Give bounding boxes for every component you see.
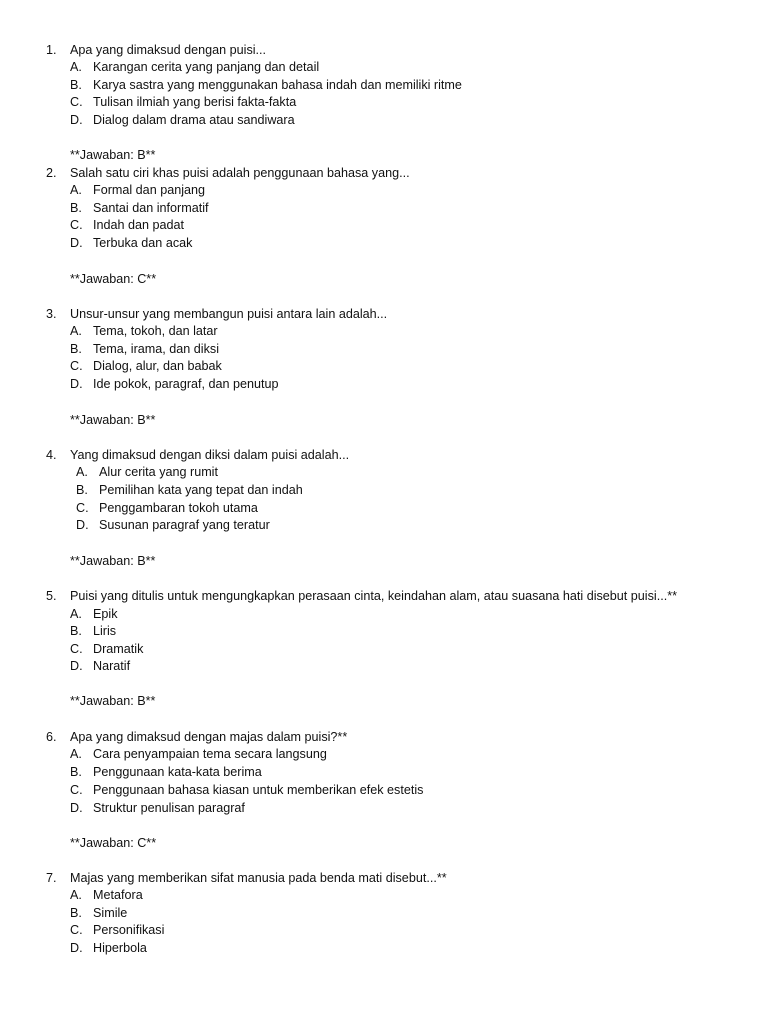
option-text: Santai dan informatif bbox=[93, 201, 209, 215]
question-text: Unsur-unsur yang membangun puisi antara lain adalah... bbox=[70, 307, 388, 321]
option-letter: C. bbox=[70, 923, 83, 937]
option-letter: A. bbox=[76, 465, 88, 479]
question-number: 4. bbox=[46, 448, 57, 462]
option-text: Liris bbox=[93, 624, 117, 638]
option-letter: B. bbox=[70, 624, 82, 638]
option-letter: D. bbox=[70, 941, 83, 955]
question-text: Salah satu ciri khas puisi adalah penggunaan bahasa yang... bbox=[70, 166, 410, 180]
option-text: Epik bbox=[93, 607, 118, 621]
option-text: Penggunaan kata-kata berima bbox=[93, 765, 262, 779]
question-text: Yang dimaksud dengan diksi dalam puisi adalah... bbox=[70, 448, 350, 462]
answer-key: **Jawaban: C** bbox=[70, 272, 157, 286]
answer-key: **Jawaban: B** bbox=[70, 694, 156, 708]
option-letter: A. bbox=[70, 324, 82, 338]
question-text: Majas yang memberikan sifat manusia pada benda mati disebut...** bbox=[70, 871, 447, 885]
option-text: Ide pokok, paragraf, dan penutup bbox=[93, 377, 279, 391]
option-text: Hiperbola bbox=[93, 941, 147, 955]
option-text: Alur cerita yang rumit bbox=[99, 465, 218, 479]
option-letter: B. bbox=[70, 906, 82, 920]
option-letter: A. bbox=[70, 183, 82, 197]
option-text: Dramatik bbox=[93, 642, 144, 656]
option-letter: C. bbox=[70, 359, 83, 373]
option-text: Pemilihan kata yang tepat dan indah bbox=[99, 483, 303, 497]
option-text: Karangan cerita yang panjang dan detail bbox=[93, 60, 320, 74]
option-letter: D. bbox=[70, 236, 83, 250]
option-text: Cara penyampaian tema secara langsung bbox=[93, 747, 327, 761]
option-letter: B. bbox=[70, 342, 82, 356]
option-letter: C. bbox=[76, 501, 89, 515]
option-text: Terbuka dan acak bbox=[93, 236, 193, 250]
question-number: 6. bbox=[46, 730, 57, 744]
question-number: 3. bbox=[46, 307, 57, 321]
question-text: Puisi yang ditulis untuk mengungkapkan perasaan cinta, keindahan alam, atau suasana hati disebut puisi...** bbox=[70, 589, 677, 603]
option-letter: D. bbox=[76, 518, 89, 532]
option-letter: A. bbox=[70, 888, 82, 902]
option-text: Dialog, alur, dan babak bbox=[93, 359, 222, 373]
option-text: Tema, irama, dan diksi bbox=[93, 342, 219, 356]
option-letter: B. bbox=[70, 201, 82, 215]
option-letter: C. bbox=[70, 95, 83, 109]
option-text: Formal dan panjang bbox=[93, 183, 206, 197]
question-number: 7. bbox=[46, 871, 57, 885]
answer-key: **Jawaban: B** bbox=[70, 148, 156, 162]
option-letter: A. bbox=[70, 60, 82, 74]
option-letter: A. bbox=[70, 607, 82, 621]
option-letter: D. bbox=[70, 113, 83, 127]
answer-key: **Jawaban: C** bbox=[70, 836, 157, 850]
question-text: Apa yang dimaksud dengan puisi... bbox=[70, 43, 267, 57]
option-text: Naratif bbox=[93, 659, 131, 673]
option-text: Penggambaran tokoh utama bbox=[99, 501, 258, 515]
option-letter: B. bbox=[70, 78, 82, 92]
option-text: Dialog dalam drama atau sandiwara bbox=[93, 113, 295, 127]
question-text: Apa yang dimaksud dengan majas dalam puisi?** bbox=[70, 730, 348, 744]
option-letter: C. bbox=[70, 642, 83, 656]
question-number: 5. bbox=[46, 589, 57, 603]
option-text: Karya sastra yang menggunakan bahasa indah dan memiliki ritme bbox=[93, 78, 462, 92]
option-letter: C. bbox=[70, 783, 83, 797]
option-letter: D. bbox=[70, 801, 83, 815]
option-text: Tema, tokoh, dan latar bbox=[93, 324, 218, 338]
question-number: 2. bbox=[46, 166, 57, 180]
option-text: Personifikasi bbox=[93, 923, 165, 937]
option-text: Indah dan padat bbox=[93, 218, 185, 232]
option-letter: C. bbox=[70, 218, 83, 232]
option-text: Metafora bbox=[93, 888, 143, 902]
option-letter: D. bbox=[70, 659, 83, 673]
option-letter: D. bbox=[70, 377, 83, 391]
answer-key: **Jawaban: B** bbox=[70, 554, 156, 568]
option-text: Struktur penulisan paragraf bbox=[93, 801, 245, 815]
option-text: Simile bbox=[93, 906, 128, 920]
option-text: Susunan paragraf yang teratur bbox=[99, 518, 270, 532]
option-letter: B. bbox=[70, 765, 82, 779]
question-number: 1. bbox=[46, 43, 57, 57]
option-letter: A. bbox=[70, 747, 82, 761]
option-text: Penggunaan bahasa kiasan untuk memberikan efek estetis bbox=[93, 783, 424, 797]
answer-key: **Jawaban: B** bbox=[70, 413, 156, 427]
option-text: Tulisan ilmiah yang berisi fakta-fakta bbox=[93, 95, 297, 109]
option-letter: B. bbox=[76, 483, 88, 497]
